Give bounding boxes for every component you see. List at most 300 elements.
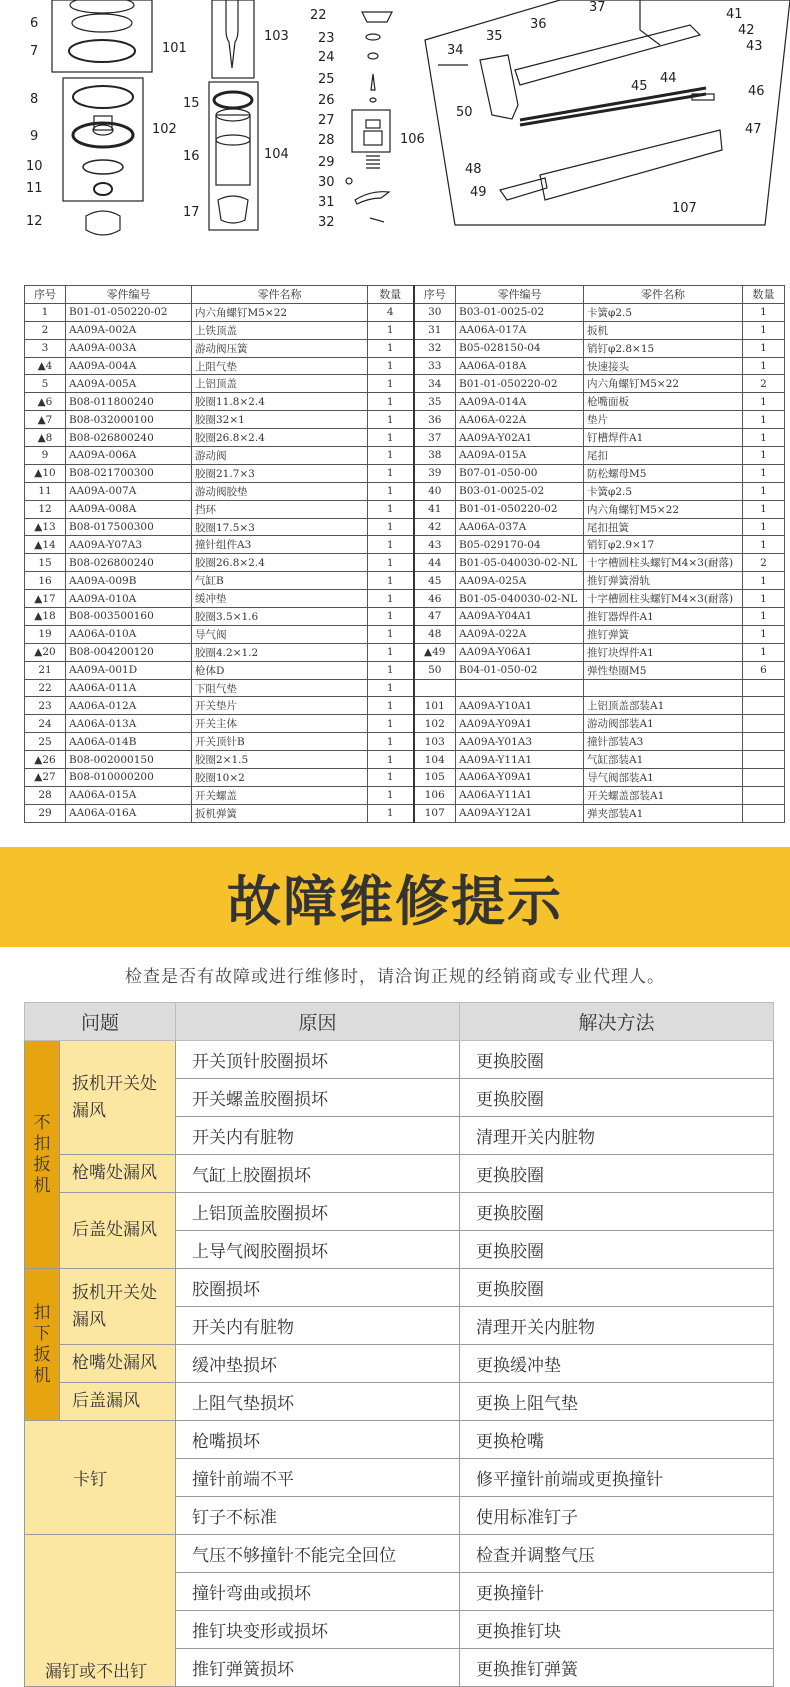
cause-cell: 撞针前端不平 <box>176 1459 460 1497</box>
parts-cell: AA09A-015A <box>456 447 584 465</box>
parts-cell: 1 <box>368 321 414 339</box>
parts-cell: 1 <box>743 536 785 554</box>
parts-cell: AA09A-Y07A3 <box>66 536 192 554</box>
parts-cell: 22 <box>25 679 66 697</box>
parts-cell: 1 <box>368 608 414 626</box>
svg-text:42: 42 <box>738 23 755 38</box>
parts-row <box>25 661 785 679</box>
parts-cell: 1 <box>743 447 785 465</box>
parts-cell: 气缸部装A1 <box>584 751 743 769</box>
svg-text:48: 48 <box>465 162 482 177</box>
parts-cell: 1 <box>743 321 785 339</box>
parts-cell: ▲26 <box>25 751 66 769</box>
parts-cell: 推钉弹簧滑轨 <box>584 572 743 590</box>
parts-cell: 101 <box>414 697 456 715</box>
parts-cell: 防松螺母M5 <box>584 464 743 482</box>
parts-cell: AA06A-Y11A1 <box>456 786 584 804</box>
parts-cell: 1 <box>25 303 66 321</box>
parts-cell: 1 <box>368 590 414 608</box>
svg-text:36: 36 <box>530 17 547 32</box>
cause-cell: 开关顶针胶圈损坏 <box>176 1041 460 1079</box>
parts-cell: 11 <box>25 482 66 500</box>
parts-cell: 1 <box>743 339 785 357</box>
parts-cell: B08-003500160 <box>66 608 192 626</box>
svg-text:9: 9 <box>30 129 39 144</box>
parts-cell <box>743 697 785 715</box>
parts-cell: 开关顶针B <box>192 733 368 751</box>
parts-cell: 6 <box>743 661 785 679</box>
parts-cell: 24 <box>25 715 66 733</box>
parts-cell: AA09A-001D <box>66 661 192 679</box>
cause-cell: 推钉块变形或损坏 <box>176 1611 460 1649</box>
parts-cell <box>743 804 785 822</box>
parts-cell: 1 <box>368 786 414 804</box>
parts-cell <box>743 769 785 787</box>
parts-cell: 41 <box>414 500 456 518</box>
parts-cell: 上阻气垫 <box>192 357 368 375</box>
parts-cell: 胶圈11.8×2.4 <box>192 393 368 411</box>
parts-cell: 1 <box>368 697 414 715</box>
parts-cell: 缓冲垫 <box>192 590 368 608</box>
parts-cell: 胶圈17.5×3 <box>192 518 368 536</box>
parts-cell: B05-028150-04 <box>456 339 584 357</box>
parts-cell <box>584 679 743 697</box>
parts-row <box>25 321 785 339</box>
location-cell: 后盖漏风 <box>60 1383 176 1421</box>
parts-cell: 2 <box>743 554 785 572</box>
parts-cell: 胶圈10×2 <box>192 769 368 787</box>
parts-cell: AA09A-003A <box>66 339 192 357</box>
parts-cell: 上铝顶盖部装A1 <box>584 697 743 715</box>
parts-cell: 游动阀胶垫 <box>192 482 368 500</box>
location-cell: 枪嘴处漏风 <box>60 1155 176 1193</box>
trouble-row <box>25 1535 774 1573</box>
svg-text:10: 10 <box>26 159 43 174</box>
parts-cell: 4 <box>368 303 414 321</box>
parts-cell: AA09A-004A <box>66 357 192 375</box>
parts-cell: 45 <box>414 572 456 590</box>
parts-cell <box>743 751 785 769</box>
solution-cell: 更换缓冲垫 <box>460 1345 774 1383</box>
parts-cell: 1 <box>743 303 785 321</box>
parts-cell: 弹夹部装A1 <box>584 804 743 822</box>
cause-cell: 上铝顶盖胶圈损坏 <box>176 1193 460 1231</box>
svg-text:101: 101 <box>162 41 187 56</box>
parts-cell: 1 <box>368 518 414 536</box>
parts-cell: 胶圈26.8×2.4 <box>192 429 368 447</box>
parts-cell: 19 <box>25 625 66 643</box>
parts-row <box>25 429 785 447</box>
solution-cell: 更换撞针 <box>460 1573 774 1611</box>
svg-text:34: 34 <box>447 43 464 58</box>
parts-cell: AA09A-008A <box>66 500 192 518</box>
parts-cell: 开关螺盖部装A1 <box>584 786 743 804</box>
parts-cell: 气缸B <box>192 572 368 590</box>
parts-cell: AA09A-010A <box>66 590 192 608</box>
parts-cell: 扳机弹簧 <box>192 804 368 822</box>
parts-cell: ▲27 <box>25 769 66 787</box>
parts-cell: B08-032000100 <box>66 411 192 429</box>
location-cell: 枪嘴处漏风 <box>60 1345 176 1383</box>
parts-cell: 30 <box>414 303 456 321</box>
svg-text:107: 107 <box>672 201 697 216</box>
parts-row <box>25 303 785 321</box>
cause-cell: 推钉弹簧损坏 <box>176 1649 460 1687</box>
parts-row <box>25 375 785 393</box>
parts-cell: 尾扣 <box>584 447 743 465</box>
parts-cell: 1 <box>743 464 785 482</box>
cause-cell: 胶圈损坏 <box>176 1269 460 1307</box>
parts-cell: AA09A-025A <box>456 572 584 590</box>
parts-cell: B08-002000150 <box>66 751 192 769</box>
parts-cell: 胶圈2×1.5 <box>192 751 368 769</box>
parts-cell: ▲10 <box>25 464 66 482</box>
parts-cell: 35 <box>414 393 456 411</box>
parts-cell: 32 <box>414 339 456 357</box>
svg-text:35: 35 <box>486 29 503 44</box>
parts-cell: 1 <box>743 608 785 626</box>
condition-cell: 不 扣 扳 机 <box>25 1041 60 1269</box>
header-solution: 解决方法 <box>460 1003 774 1041</box>
parts-cell <box>743 786 785 804</box>
service-notice: 检查是否有故障或进行维修时，请洽询正规的经销商或专业代理人。 <box>125 967 665 987</box>
svg-text:17: 17 <box>183 205 200 220</box>
location-cell: 扳机开关处漏风 <box>60 1269 176 1345</box>
parts-cell: 1 <box>368 393 414 411</box>
parts-cell: 推钉弹簧 <box>584 625 743 643</box>
parts-cell: 1 <box>743 357 785 375</box>
parts-cell: B08-017500300 <box>66 518 192 536</box>
parts-cell: 内六角螺钉M5×22 <box>192 303 368 321</box>
parts-cell: 胶圈32×1 <box>192 411 368 429</box>
troubleshooting-banner <box>0 847 790 947</box>
parts-cell: ▲13 <box>25 518 66 536</box>
parts-cell: 枪体D <box>192 661 368 679</box>
parts-cell: 1 <box>743 643 785 661</box>
solution-cell: 修平撞针前端或更换撞针 <box>460 1459 774 1497</box>
parts-cell: 105 <box>414 769 456 787</box>
parts-cell: AA09A-002A <box>66 321 192 339</box>
cause-cell: 上导气阀胶圈损坏 <box>176 1231 460 1269</box>
parts-cell: B01-01-050220-02 <box>456 375 584 393</box>
cause-cell: 钉子不标准 <box>176 1497 460 1535</box>
parts-cell: 撞针组件A3 <box>192 536 368 554</box>
parts-row <box>25 751 785 769</box>
parts-header-cell: 零件编号 <box>66 286 192 304</box>
parts-row <box>25 518 785 536</box>
parts-cell: 102 <box>414 715 456 733</box>
parts-cell: B08-010000200 <box>66 769 192 787</box>
solution-cell: 使用标准钉子 <box>460 1497 774 1535</box>
parts-cell: B07-01-050-00 <box>456 464 584 482</box>
parts-row <box>25 608 785 626</box>
banner-title: 故障维修提示 <box>227 869 563 933</box>
parts-cell: 107 <box>414 804 456 822</box>
svg-text:11: 11 <box>26 181 43 196</box>
svg-text:31: 31 <box>318 195 335 210</box>
parts-cell: 29 <box>25 804 66 822</box>
parts-cell: 1 <box>368 625 414 643</box>
parts-row <box>25 411 785 429</box>
parts-row <box>25 590 785 608</box>
parts-row <box>25 500 785 518</box>
parts-cell: B03-01-0025-02 <box>456 303 584 321</box>
parts-row <box>25 339 785 357</box>
parts-cell: 1 <box>368 339 414 357</box>
parts-cell: ▲7 <box>25 411 66 429</box>
svg-text:6: 6 <box>30 16 39 31</box>
parts-row <box>25 804 785 822</box>
parts-cell: 21 <box>25 661 66 679</box>
parts-diagram-svg <box>0 0 790 250</box>
parts-header-cell: 序号 <box>25 286 66 304</box>
parts-cell: AA09A-Y10A1 <box>456 697 584 715</box>
parts-cell: 37 <box>414 429 456 447</box>
parts-cell: AA09A-Y11A1 <box>456 751 584 769</box>
problem-cell: 漏钉或不出钉 <box>25 1535 176 1687</box>
parts-cell: 胶圈4.2×1.2 <box>192 643 368 661</box>
problem-cell: 卡钉 <box>25 1421 176 1535</box>
solution-cell: 更换胶圈 <box>460 1079 774 1117</box>
parts-cell: B03-01-0025-02 <box>456 482 584 500</box>
parts-cell: AA06A-010A <box>66 625 192 643</box>
parts-cell: AA09A-005A <box>66 375 192 393</box>
solution-cell: 更换推钉弹簧 <box>460 1649 774 1687</box>
parts-cell: 48 <box>414 625 456 643</box>
parts-cell: AA06A-Y09A1 <box>456 769 584 787</box>
parts-cell: 50 <box>414 661 456 679</box>
parts-cell <box>743 715 785 733</box>
parts-cell: 1 <box>368 536 414 554</box>
parts-row <box>25 536 785 554</box>
svg-text:106: 106 <box>400 132 425 147</box>
parts-cell: 1 <box>743 590 785 608</box>
parts-cell: AA06A-012A <box>66 697 192 715</box>
svg-text:26: 26 <box>318 93 335 108</box>
location-cell: 扳机开关处漏风 <box>60 1041 176 1155</box>
cause-cell: 气缸上胶圈损坏 <box>176 1155 460 1193</box>
svg-text:23: 23 <box>318 31 335 46</box>
exploded-parts-diagram <box>0 0 790 250</box>
parts-cell: ▲8 <box>25 429 66 447</box>
parts-cell: 38 <box>414 447 456 465</box>
parts-cell: 40 <box>414 482 456 500</box>
parts-cell: 弹性垫圈M5 <box>584 661 743 679</box>
cause-cell: 气压不够撞针不能完全回位 <box>176 1535 460 1573</box>
parts-cell <box>414 679 456 697</box>
svg-text:16: 16 <box>183 149 200 164</box>
parts-cell: 游动阀部装A1 <box>584 715 743 733</box>
parts-cell: 28 <box>25 786 66 804</box>
parts-cell: AA06A-011A <box>66 679 192 697</box>
parts-cell: B01-01-050220-02 <box>66 303 192 321</box>
parts-row <box>25 464 785 482</box>
parts-cell: AA06A-013A <box>66 715 192 733</box>
parts-row <box>25 572 785 590</box>
trouble-table-header-row <box>25 1003 774 1041</box>
solution-cell: 更换枪嘴 <box>460 1421 774 1459</box>
parts-cell: 15 <box>25 554 66 572</box>
parts-header-cell: 零件名称 <box>584 286 743 304</box>
solution-cell: 更换胶圈 <box>460 1193 774 1231</box>
solution-cell: 更换上阻气垫 <box>460 1383 774 1421</box>
parts-cell: AA06A-018A <box>456 357 584 375</box>
parts-cell: 游动阀 <box>192 447 368 465</box>
parts-cell: 1 <box>743 429 785 447</box>
parts-cell: 游动阀压簧 <box>192 339 368 357</box>
parts-cell: 43 <box>414 536 456 554</box>
svg-text:27: 27 <box>318 113 335 128</box>
parts-cell: 销钉φ2.8×15 <box>584 339 743 357</box>
parts-cell: 下阻气垫 <box>192 679 368 697</box>
solution-cell: 更换胶圈 <box>460 1269 774 1307</box>
parts-cell: 42 <box>414 518 456 536</box>
parts-cell: 36 <box>414 411 456 429</box>
parts-header-cell: 零件名称 <box>192 286 368 304</box>
parts-cell: 1 <box>368 464 414 482</box>
parts-row <box>25 554 785 572</box>
parts-cell: 1 <box>743 393 785 411</box>
header-problem: 问题 <box>25 1003 176 1041</box>
parts-cell: 23 <box>25 697 66 715</box>
parts-cell: ▲18 <box>25 608 66 626</box>
parts-row <box>25 769 785 787</box>
svg-text:45: 45 <box>631 79 648 94</box>
parts-cell: ▲4 <box>25 357 66 375</box>
svg-text:29: 29 <box>318 155 335 170</box>
parts-cell: AA09A-Y01A3 <box>456 733 584 751</box>
cause-cell: 缓冲垫损坏 <box>176 1345 460 1383</box>
solution-cell: 更换胶圈 <box>460 1041 774 1079</box>
parts-cell: 1 <box>368 482 414 500</box>
parts-cell: AA09A-022A <box>456 625 584 643</box>
parts-row <box>25 625 785 643</box>
parts-row <box>25 357 785 375</box>
solution-cell: 更换胶圈 <box>460 1155 774 1193</box>
parts-cell: 胶圈26.8×2.4 <box>192 554 368 572</box>
parts-cell: 104 <box>414 751 456 769</box>
parts-cell: 1 <box>368 411 414 429</box>
parts-cell: 钉槽焊件A1 <box>584 429 743 447</box>
parts-row <box>25 447 785 465</box>
parts-cell: 16 <box>25 572 66 590</box>
parts-cell: 1 <box>368 679 414 697</box>
parts-cell: 1 <box>743 411 785 429</box>
svg-text:44: 44 <box>660 71 677 86</box>
parts-cell: AA09A-Y06A1 <box>456 643 584 661</box>
parts-cell: 导气阀 <box>192 625 368 643</box>
svg-text:7: 7 <box>30 44 39 59</box>
parts-cell: 快速接头 <box>584 357 743 375</box>
parts-cell: ▲6 <box>25 393 66 411</box>
parts-header-cell: 数量 <box>368 286 414 304</box>
solution-cell: 检查并调整气压 <box>460 1535 774 1573</box>
svg-text:15: 15 <box>183 96 200 111</box>
parts-cell: 开关主体 <box>192 715 368 733</box>
svg-text:28: 28 <box>318 133 335 148</box>
parts-cell: 39 <box>414 464 456 482</box>
parts-cell: 1 <box>743 500 785 518</box>
condition-cell: 扣 下 扳 机 <box>25 1269 60 1421</box>
parts-cell: AA06A-016A <box>66 804 192 822</box>
parts-cell: AA09A-014A <box>456 393 584 411</box>
cause-cell: 开关内有脏物 <box>176 1117 460 1155</box>
parts-header-cell: 数量 <box>743 286 785 304</box>
location-cell: 后盖处漏风 <box>60 1193 176 1269</box>
parts-table-header-row <box>25 286 785 304</box>
svg-text:32: 32 <box>318 215 335 230</box>
svg-text:46: 46 <box>748 84 765 99</box>
parts-cell: B01-05-040030-02-NL <box>456 590 584 608</box>
parts-cell: ▲17 <box>25 590 66 608</box>
parts-cell: 1 <box>368 643 414 661</box>
parts-cell: 卡簧φ2.5 <box>584 303 743 321</box>
svg-text:22: 22 <box>310 8 327 23</box>
parts-cell: 导气阀部装A1 <box>584 769 743 787</box>
trouble-row <box>25 1269 774 1307</box>
svg-text:25: 25 <box>318 72 335 87</box>
parts-cell: 1 <box>368 572 414 590</box>
svg-text:43: 43 <box>746 39 763 54</box>
parts-cell <box>456 679 584 697</box>
parts-header-cell: 零件编号 <box>456 286 584 304</box>
cause-cell: 枪嘴损坏 <box>176 1421 460 1459</box>
parts-cell: AA06A-014B <box>66 733 192 751</box>
parts-cell: 1 <box>368 769 414 787</box>
parts-cell: 开关垫片 <box>192 697 368 715</box>
parts-cell: 枪嘴面板 <box>584 393 743 411</box>
parts-cell: 106 <box>414 786 456 804</box>
solution-cell: 清理开关内脏物 <box>460 1307 774 1345</box>
parts-row <box>25 643 785 661</box>
parts-cell: 1 <box>368 357 414 375</box>
parts-cell: 1 <box>368 429 414 447</box>
parts-cell: AA09A-007A <box>66 482 192 500</box>
parts-cell: 33 <box>414 357 456 375</box>
parts-cell: B01-01-050220-02 <box>456 500 584 518</box>
parts-cell: AA06A-037A <box>456 518 584 536</box>
parts-cell <box>743 679 785 697</box>
parts-cell: AA09A-006A <box>66 447 192 465</box>
parts-cell: 挡环 <box>192 500 368 518</box>
parts-cell: 2 <box>25 321 66 339</box>
trouble-row <box>25 1383 774 1421</box>
header-cause: 原因 <box>176 1003 460 1041</box>
svg-text:102: 102 <box>152 122 177 137</box>
parts-cell: 上铝顶盖 <box>192 375 368 393</box>
solution-cell: 更换胶圈 <box>460 1231 774 1269</box>
solution-cell: 更换推钉块 <box>460 1611 774 1649</box>
parts-cell: 3 <box>25 339 66 357</box>
parts-cell: 撞针部装A3 <box>584 733 743 751</box>
parts-cell: 内六角螺钉M5×22 <box>584 500 743 518</box>
svg-text:49: 49 <box>470 185 487 200</box>
parts-cell: 开关螺盖 <box>192 786 368 804</box>
parts-cell: 内六角螺钉M5×22 <box>584 375 743 393</box>
parts-cell: B08-011800240 <box>66 393 192 411</box>
parts-cell: B08-026800240 <box>66 554 192 572</box>
parts-cell: 上铁顶盖 <box>192 321 368 339</box>
parts-cell: B05-029170-04 <box>456 536 584 554</box>
parts-cell: 推钉块焊件A1 <box>584 643 743 661</box>
parts-row <box>25 715 785 733</box>
svg-text:8: 8 <box>30 92 39 107</box>
parts-cell: B08-026800240 <box>66 429 192 447</box>
parts-row <box>25 733 785 751</box>
parts-cell: 1 <box>368 661 414 679</box>
parts-cell: 9 <box>25 447 66 465</box>
parts-cell: 1 <box>743 482 785 500</box>
